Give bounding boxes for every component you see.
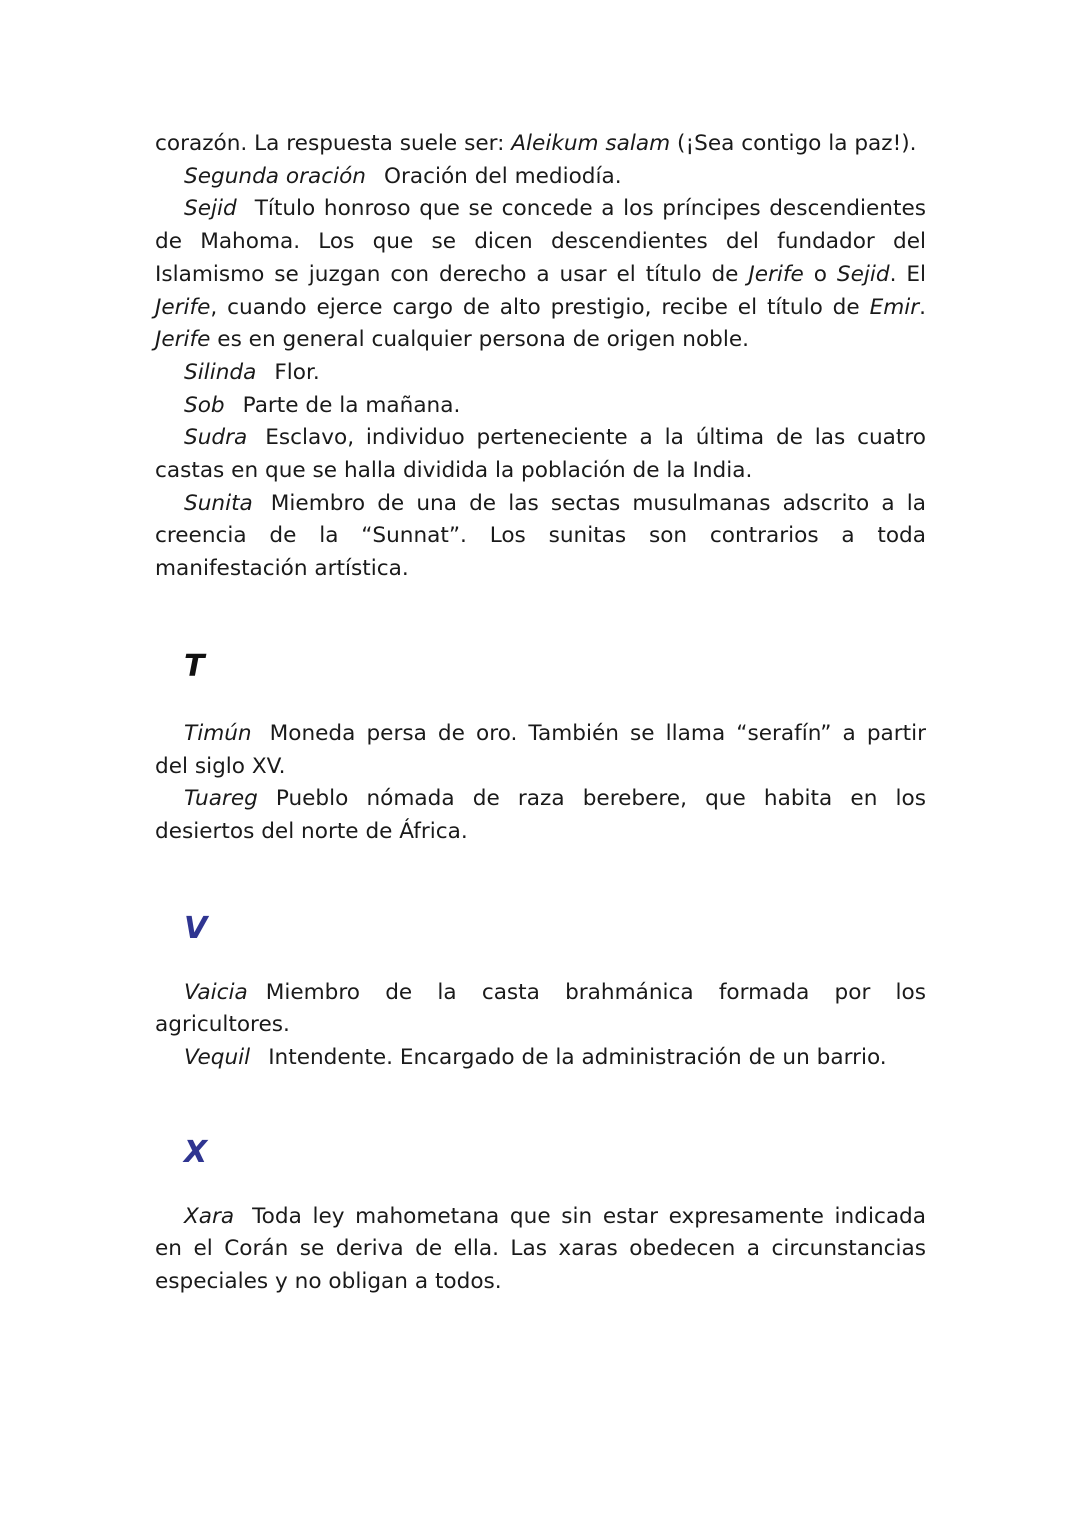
definition-text: Intendente. Encargado de la administración de un barrio. — [268, 1045, 887, 1071]
definition-text: Título honroso que se concede a los príncipes descendientes de Mahoma. Los que se dicen descendientes del fundador del Islamismo se juzgan con derecho a usar el título de — [155, 196, 926, 287]
definition-text: Oración del mediodía. — [383, 163, 622, 189]
glossary-entry — [155, 977, 926, 1042]
italic-word: Sejid — [836, 261, 890, 287]
section-heading-x: X — [184, 1134, 208, 1170]
definition-text: Moneda persa de oro. También se llama “serafín” a partir del siglo XV. — [155, 720, 926, 779]
italic-word: Aleikum salam — [511, 131, 671, 156]
definition-text: es en general cualquier persona de origen noble. — [210, 327, 750, 353]
entries-x — [155, 1201, 926, 1299]
glossary-term: Sob — [184, 392, 225, 418]
definition-text: . — [919, 294, 926, 320]
definition-text: Toda ley mahometana que sin estar expresamente indicada en el Corán se deriva de ella. Las xaras obedecen a circunstancias especiales y no obligan a todos. — [155, 1203, 926, 1295]
glossary-entry — [155, 783, 926, 848]
glossary-entry — [155, 357, 926, 390]
definition-text: Parte de la mañana. — [242, 392, 461, 418]
definition-text: . El — [889, 261, 926, 287]
glossary-entry — [155, 161, 926, 194]
glossary-term: Silinda — [184, 359, 257, 385]
glossary-term: Sejid — [184, 196, 237, 222]
glossary-term: Segunda oración — [184, 163, 366, 189]
glossary-term: Vequil — [184, 1045, 251, 1071]
italic-word: Jerife — [748, 261, 804, 287]
glossary-term: Xara — [184, 1203, 235, 1229]
definition-text: (¡Sea contigo la paz!). — [670, 131, 917, 156]
glossary-entry — [155, 488, 926, 586]
entries-t — [155, 718, 926, 849]
entries-s — [155, 128, 926, 586]
definition-text: Miembro de una de las sectas musulmanas adscrito a la creencia de la “Sunnat”. Los sunitas son contrarios a toda manifestación artística. — [155, 490, 926, 582]
definition-text: Esclavo, individuo perteneciente a la última de las cuatro castas en que se halla dividida la población de la India. — [155, 425, 926, 484]
glossary-entry — [155, 422, 926, 487]
glossary-term: Vaicia — [184, 979, 248, 1005]
glossary-entry — [155, 1042, 926, 1075]
definition-text: Flor. — [274, 359, 320, 385]
glossary-entry — [155, 1201, 926, 1299]
section-heading-t: T — [184, 648, 205, 684]
glossary-term: Tuareg — [184, 786, 258, 812]
glossary-entry — [155, 128, 926, 161]
definition-text: Pueblo nómada de raza berebere, que habita en los desiertos del norte de África. — [155, 786, 926, 844]
italic-word: Jerife — [155, 294, 211, 320]
definition-text: corazón. La respuesta suele ser: — [155, 131, 512, 156]
definition-text: o — [803, 261, 837, 287]
italic-word: Emir — [869, 294, 920, 320]
glossary-term: Timún — [184, 720, 252, 746]
definition-text: , cuando ejerce cargo de alto prestigio, recibe el título de — [210, 294, 870, 320]
glossary-entry — [155, 193, 926, 357]
section-heading-v: V — [184, 910, 208, 946]
entries-v — [155, 977, 926, 1075]
glossary-entry — [155, 718, 926, 783]
glossary-page — [155, 128, 926, 1299]
glossary-entry — [155, 390, 926, 423]
glossary-term: Sunita — [184, 490, 253, 516]
definition-text: Miembro de la casta brahmánica formada por los agricultores. — [155, 979, 926, 1038]
italic-word: Jerife — [155, 327, 211, 353]
glossary-term: Sudra — [184, 425, 248, 451]
